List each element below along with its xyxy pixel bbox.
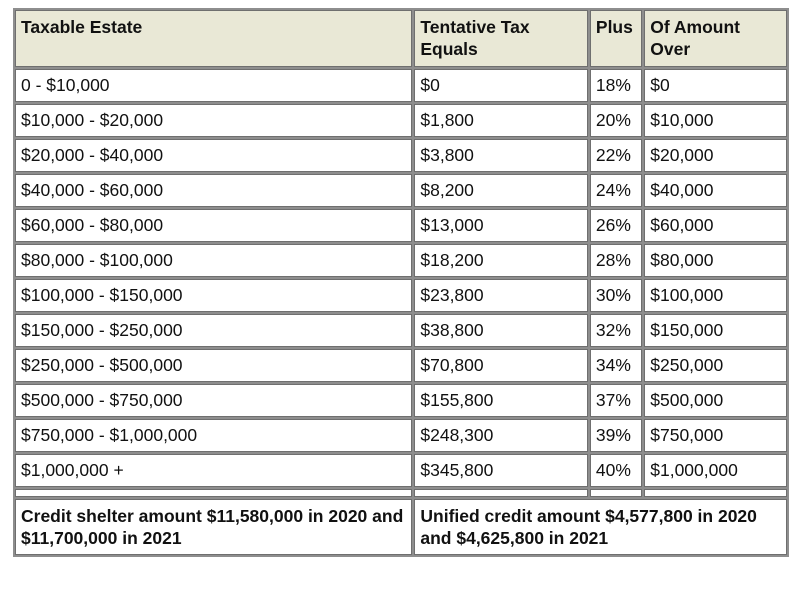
cell-rate: 39% (590, 419, 642, 452)
cell-tentative-tax: $0 (414, 69, 588, 102)
cell-taxable-estate: $1,000,000 + (15, 454, 412, 487)
cell-amount-over: $100,000 (644, 279, 787, 312)
cell-tentative-tax: $23,800 (414, 279, 588, 312)
cell-amount-over: $10,000 (644, 104, 787, 137)
table-row (15, 314, 787, 347)
cell-rate: 22% (590, 139, 642, 172)
table-row (15, 209, 787, 242)
cell-rate: 32% (590, 314, 642, 347)
table-row (15, 174, 787, 207)
cell-taxable-estate: $40,000 - $60,000 (15, 174, 412, 207)
table-row (15, 139, 787, 172)
cell-rate: 40% (590, 454, 642, 487)
table-row (15, 349, 787, 382)
cell-taxable-estate: $10,000 - $20,000 (15, 104, 412, 137)
spacer-row (15, 489, 787, 497)
spacer-cell (15, 489, 412, 497)
unified-credit-note: Unified credit amount $4,577,800 in 2020 and $4,625,800 in 2021 (414, 499, 787, 555)
cell-amount-over: $500,000 (644, 384, 787, 417)
table-row (15, 69, 787, 102)
cell-tentative-tax: $345,800 (414, 454, 588, 487)
cell-tentative-tax: $13,000 (414, 209, 588, 242)
cell-taxable-estate: $750,000 - $1,000,000 (15, 419, 412, 452)
cell-amount-over: $750,000 (644, 419, 787, 452)
cell-rate: 37% (590, 384, 642, 417)
estate-tax-table-container (13, 8, 789, 557)
header-plus: Plus (590, 10, 642, 67)
cell-tentative-tax: $1,800 (414, 104, 588, 137)
cell-tentative-tax: $248,300 (414, 419, 588, 452)
cell-taxable-estate: 0 - $10,000 (15, 69, 412, 102)
table-row (15, 384, 787, 417)
header-of-amount-over: Of Amount Over (644, 10, 787, 67)
spacer-cell (644, 489, 787, 497)
table-row (15, 454, 787, 487)
cell-rate: 34% (590, 349, 642, 382)
header-row (15, 10, 787, 67)
estate-tax-table (13, 8, 789, 557)
header-tentative-tax: Tentative Tax Equals (414, 10, 588, 67)
cell-rate: 30% (590, 279, 642, 312)
cell-amount-over: $1,000,000 (644, 454, 787, 487)
table-row (15, 419, 787, 452)
cell-tentative-tax: $18,200 (414, 244, 588, 277)
cell-tentative-tax: $155,800 (414, 384, 588, 417)
table-row (15, 279, 787, 312)
cell-rate: 26% (590, 209, 642, 242)
cell-taxable-estate: $250,000 - $500,000 (15, 349, 412, 382)
cell-tentative-tax: $70,800 (414, 349, 588, 382)
credit-shelter-note: Credit shelter amount $11,580,000 in 2020 and $11,700,000 in 2021 (15, 499, 412, 555)
cell-tentative-tax: $38,800 (414, 314, 588, 347)
cell-amount-over: $150,000 (644, 314, 787, 347)
table-row (15, 244, 787, 277)
cell-taxable-estate: $150,000 - $250,000 (15, 314, 412, 347)
cell-tentative-tax: $8,200 (414, 174, 588, 207)
cell-taxable-estate: $20,000 - $40,000 (15, 139, 412, 172)
table-row (15, 104, 787, 137)
cell-taxable-estate: $500,000 - $750,000 (15, 384, 412, 417)
cell-rate: 24% (590, 174, 642, 207)
cell-rate: 28% (590, 244, 642, 277)
cell-amount-over: $60,000 (644, 209, 787, 242)
cell-rate: 20% (590, 104, 642, 137)
cell-taxable-estate: $100,000 - $150,000 (15, 279, 412, 312)
cell-amount-over: $0 (644, 69, 787, 102)
cell-amount-over: $40,000 (644, 174, 787, 207)
cell-rate: 18% (590, 69, 642, 102)
spacer-cell (414, 489, 588, 497)
cell-tentative-tax: $3,800 (414, 139, 588, 172)
table-body (15, 69, 787, 555)
header-taxable-estate: Taxable Estate (15, 10, 412, 67)
cell-taxable-estate: $60,000 - $80,000 (15, 209, 412, 242)
footer-row (15, 499, 787, 555)
cell-amount-over: $250,000 (644, 349, 787, 382)
spacer-cell (590, 489, 642, 497)
cell-taxable-estate: $80,000 - $100,000 (15, 244, 412, 277)
cell-amount-over: $20,000 (644, 139, 787, 172)
cell-amount-over: $80,000 (644, 244, 787, 277)
